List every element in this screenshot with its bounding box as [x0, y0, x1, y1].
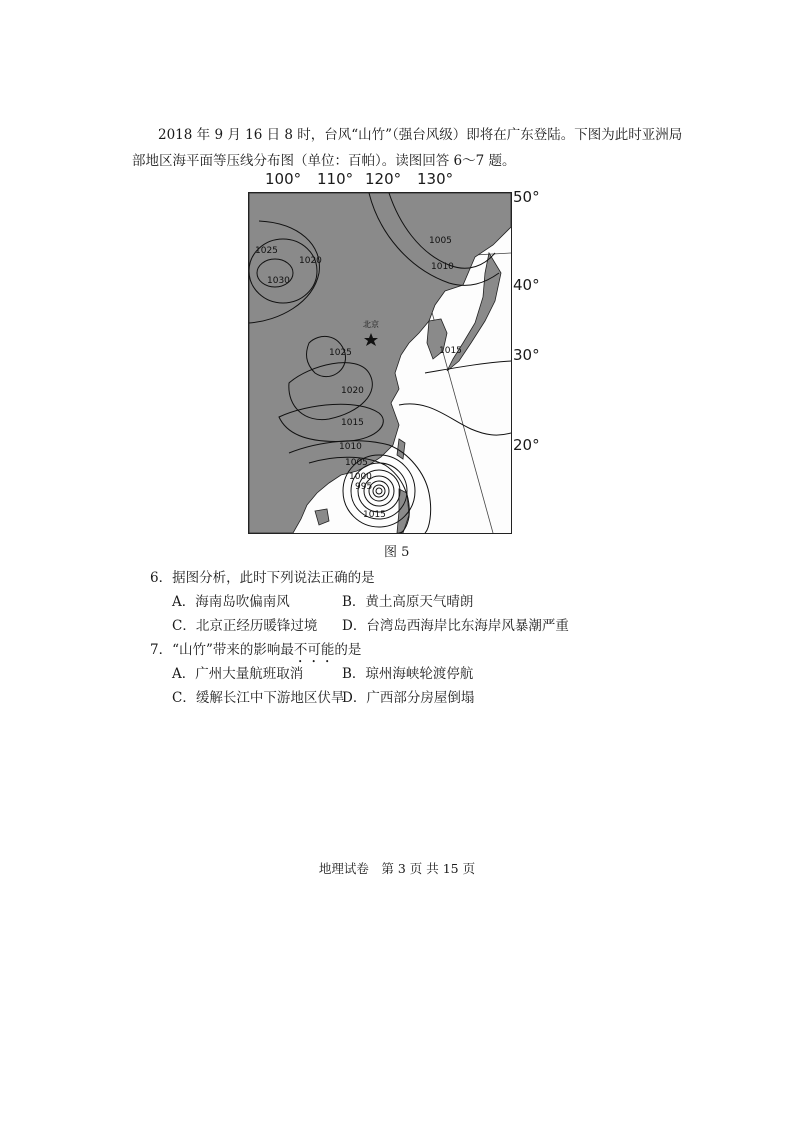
figure-caption: 图 5 — [384, 545, 410, 560]
q7-stem-emphasis: 不可能 — [293, 642, 335, 658]
intro-line-2: 部地区海平面等压线分布图（单位：百帕）。读图回答 6～7 题。 — [132, 153, 516, 169]
intro-text — [132, 122, 692, 174]
isobar-east-curve — [399, 404, 511, 435]
isobar-label: 1020 — [299, 256, 322, 266]
isobar-label: 1025 — [255, 246, 278, 256]
question-6-options — [150, 590, 670, 638]
lon-label-120: 120° — [365, 170, 402, 188]
isobar-label: 1010 — [431, 262, 454, 272]
land-asia — [249, 193, 511, 533]
isobar-label: 1020 — [341, 386, 364, 396]
question-7-options — [150, 662, 670, 710]
isobar-label: 1015 — [363, 510, 386, 520]
question-6-stem: 6．据图分析，此时下列说法正确的是 — [150, 570, 375, 586]
isobar-1015-east — [425, 361, 511, 373]
land-hainan — [315, 509, 329, 525]
lat-label-40: 40° — [513, 276, 540, 294]
isobar-label: 1025 — [329, 348, 352, 358]
question-7-stem — [150, 638, 670, 662]
isobar-map — [248, 192, 512, 534]
lon-label-110: 110° — [317, 170, 354, 188]
q7-option-b: B．琼州海峡轮渡停航 — [342, 666, 474, 682]
isobar-label: 1010 — [339, 442, 362, 452]
land-taiwan — [397, 439, 405, 459]
q7-option-d: D．广西部分房屋倒塌 — [342, 690, 475, 706]
isobar-label: 1000 — [349, 472, 372, 482]
intro-line-1: 2018 年 9 月 16 日 8 时，台风“山竹”（强台风级）即将在广东登陆。下图为此时亚洲局 — [158, 127, 683, 143]
q7-stem-suffix: 的是 — [334, 642, 362, 658]
q6-option-c: C．北京正经历暖锋过境 — [172, 618, 318, 634]
q7-stem-prefix: 7．“山竹”带来的影响最 — [150, 642, 294, 658]
lon-label-130: 130° — [417, 170, 454, 188]
q6-option-d: D．台湾岛西海岸比东海岸风暴潮严重 — [342, 618, 569, 634]
map-svg — [249, 193, 511, 533]
isobar-label: 1015 — [439, 346, 462, 356]
lat-label-50: 50° — [513, 188, 540, 206]
isobar-typhoon-ring-6 — [373, 485, 385, 497]
isobar-label: 1005 — [429, 236, 452, 246]
city-label-beijing: 北京 — [363, 320, 379, 329]
isobar-map-figure — [245, 170, 565, 536]
q6-option-b: B．黄土高原天气晴朗 — [342, 594, 474, 610]
q6-option-a: A．海南岛吹偏南风 — [172, 594, 290, 610]
q7-option-c: C．缓解长江中下游地区伏旱 — [172, 690, 345, 706]
isobar-label: 1015 — [341, 418, 364, 428]
isobar-label: 1030 — [267, 276, 290, 286]
questions — [150, 566, 670, 710]
isobar-label: 995 — [355, 482, 373, 492]
page-footer: 地理试卷 第 3 页 共 15 页 — [318, 861, 476, 876]
q7-option-a: A．广州大量航班取消 — [172, 666, 304, 682]
isobar-typhoon-ring-7 — [376, 488, 382, 494]
lat-label-20: 20° — [513, 436, 540, 454]
lat-label-30: 30° — [513, 346, 540, 364]
isobar-label: 1005 — [345, 458, 368, 468]
lon-label-100: 100° — [265, 170, 302, 188]
